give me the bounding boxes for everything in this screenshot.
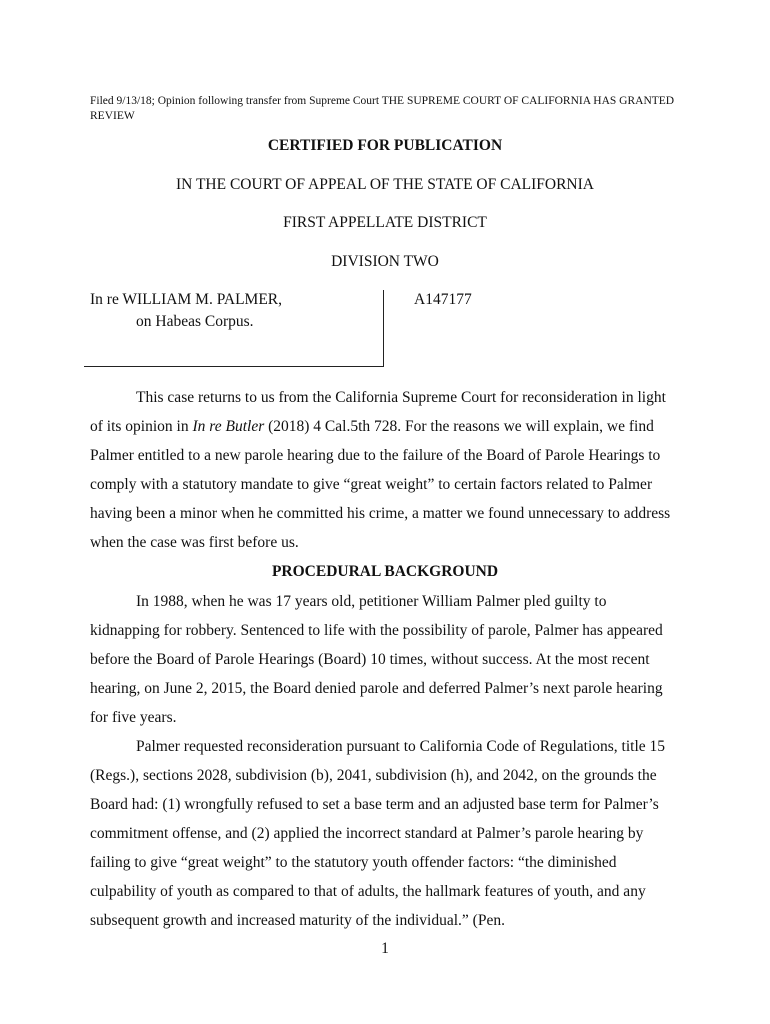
division-name: DIVISION TWO <box>331 253 439 270</box>
caption-horizontal-rule <box>84 366 384 367</box>
intro-paragraph <box>90 383 680 557</box>
background-paragraph-1: In 1988, when he was 17 years old, petitioner William Palmer pled guilty to kidnapping for robbery. Sentenced to life with the possibility of parole, Palmer has appeared before the Board of Parole Hearings (Board) 10 times, without success. At the most recent hearing, on June 2, 2015, the Board denied parole and deferred Palmer’s next parole hearing for five years. <box>90 593 663 726</box>
caption-vertical-rule <box>383 290 384 367</box>
caption-party-line2: on Habeas Corpus. <box>136 313 254 330</box>
district-name: FIRST APPELLATE DISTRICT <box>283 214 487 231</box>
court-name: IN THE COURT OF APPEAL OF THE STATE OF CALIFORNIA <box>176 176 594 193</box>
certified-heading: CERTIFIED FOR PUBLICATION <box>267 137 503 154</box>
section-heading: PROCEDURAL BACKGROUND <box>271 563 499 580</box>
filing-note: Filed 9/13/18; Opinion following transfer from Supreme Court THE SUPREME COURT OF CALIFORNIA HAS GRANTED REVIEW <box>90 95 675 122</box>
cited-case-name: In re Butler <box>192 418 265 435</box>
page-number: 1 <box>381 940 389 957</box>
intro-text-part1: This case returns to us from the California Supreme Court for reconsideration in light of its opinion in <box>90 389 666 435</box>
background-paragraph-2: Palmer requested reconsideration pursuant to California Code of Regulations, title 15 (Regs.), sections 2028, subdivision (b), 2041, subdivision (h), and 2042, on the grounds the Board had: (1) wrongfully refused to set a base term and an adjusted base term for Palmer’s commitment offense, and (2) applied the incorrect standard at Palmer’s parole hearing by failing to give “great weight” to the statutory youth offender factors: “the diminished culpability of youth as compared to that of adults, the hallmark features of youth, and any subsequent growth and increased maturity of the individual.” (Pen. <box>90 738 666 929</box>
intro-text-part2: (2018) 4 Cal.5th 728. For the reasons we will explain, we find Palmer entitled to a new parole hearing due to the failure of the Board of Parole Hearings to comply with a statutory mandate to give “great weight” to certain factors related to Palmer having been a minor when he committed his crime, a matter we found unnecessary to address when the case was first before us. <box>90 418 671 551</box>
case-caption <box>90 289 282 333</box>
case-number: A147177 <box>414 291 472 308</box>
caption-party-line1: In re WILLIAM M. PALMER, <box>90 291 283 308</box>
